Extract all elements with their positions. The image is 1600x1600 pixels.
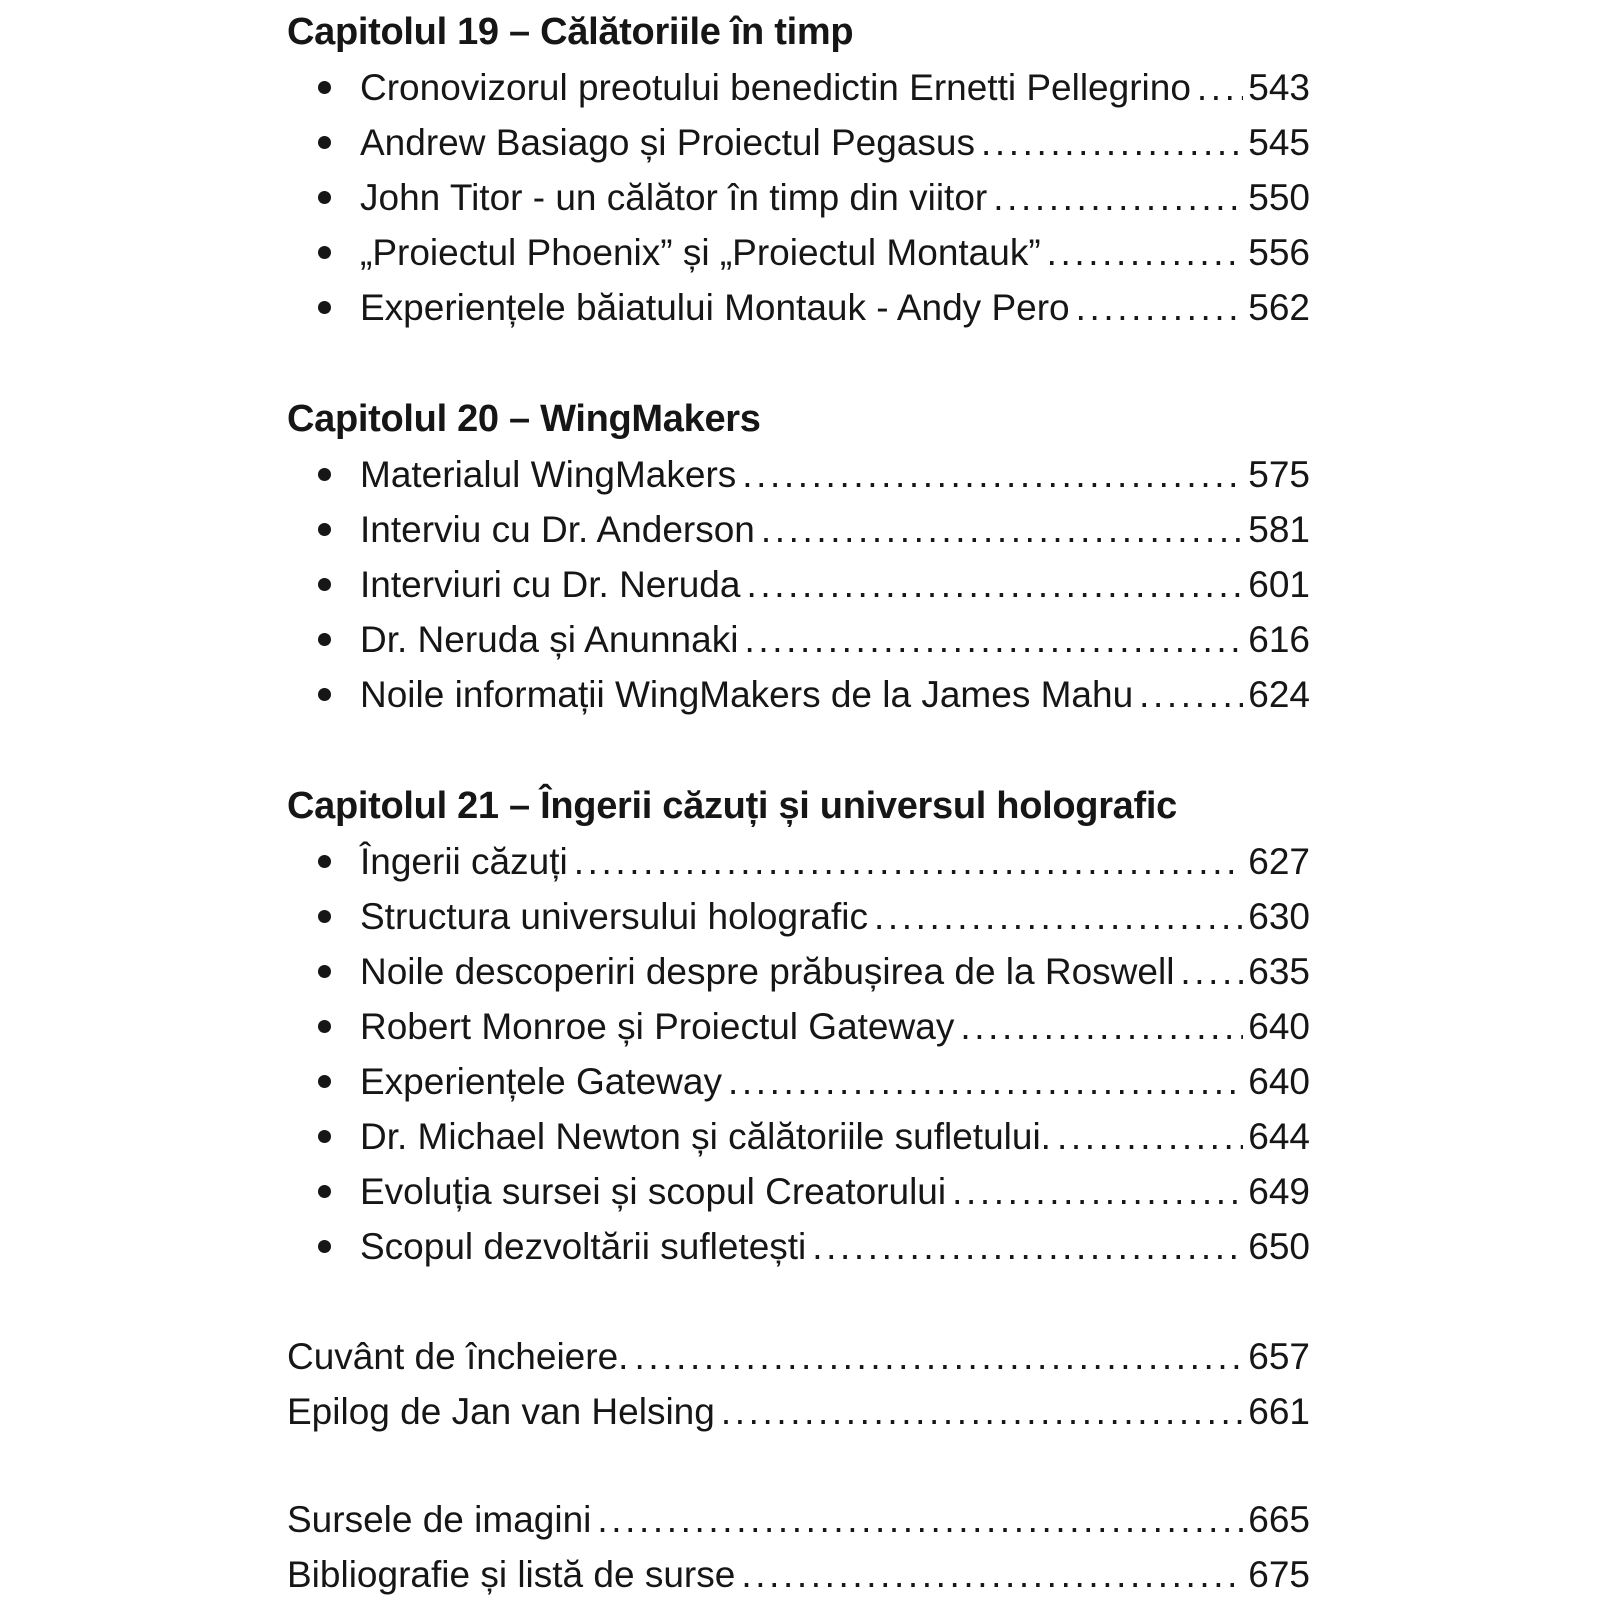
dot-leader xyxy=(946,1164,1243,1219)
entry-label: Dr. Michael Newton și călătoriile sufletului. xyxy=(360,1116,1051,1157)
bullet-icon xyxy=(318,301,331,314)
dot-leader xyxy=(868,889,1243,944)
dot-leader xyxy=(1133,667,1243,722)
dot-leader xyxy=(722,1054,1243,1109)
toc-entry xyxy=(287,834,1310,889)
back-matter-group-2 xyxy=(287,1492,1310,1600)
dot-leader xyxy=(591,1492,1243,1547)
entry-label: John Titor - un călător în timp din viitor xyxy=(360,177,988,218)
dot-leader xyxy=(738,612,1243,667)
toc-entry xyxy=(287,667,1310,722)
dot-leader xyxy=(740,557,1243,612)
toc-entry xyxy=(287,557,1310,612)
bullet-icon xyxy=(318,965,331,978)
bullet-icon xyxy=(318,468,331,481)
bullet-icon xyxy=(318,910,331,923)
entry-label: Bibliografie și listă de surse xyxy=(287,1554,736,1595)
back-matter-entry xyxy=(287,1547,1310,1600)
page-number: 630 xyxy=(1248,896,1310,937)
bullet-icon xyxy=(318,523,331,536)
entry-label: Interviuri cu Dr. Neruda xyxy=(360,564,741,605)
entry-label: Noile descoperiri despre prăbușirea de la Roswell xyxy=(360,951,1175,992)
entry-label: Îngerii căzuți xyxy=(360,841,568,882)
page-number: 581 xyxy=(1248,509,1310,550)
entry-label: „Proiectul Phoenix” și „Proiectul Montauk” xyxy=(360,232,1041,273)
bullet-icon xyxy=(318,1185,331,1198)
entry-label: Materialul WingMakers xyxy=(360,454,737,495)
bullet-icon xyxy=(318,633,331,646)
bullet-icon xyxy=(318,1020,331,1033)
toc-entry xyxy=(287,447,1310,502)
dot-leader xyxy=(568,834,1244,889)
bullet-icon xyxy=(318,246,331,259)
entry-label: Experiențele băiatului Montauk - Andy Pero xyxy=(360,287,1070,328)
dot-leader xyxy=(1191,60,1243,115)
entry-label: Structura universului holografic xyxy=(360,896,868,937)
back-matter-group-1 xyxy=(287,1329,1310,1439)
toc-section-ch21 xyxy=(287,779,1310,1274)
toc-entry xyxy=(287,60,1310,115)
entry-label: Andrew Basiago și Proiectul Pegasus xyxy=(360,122,975,163)
bullet-icon xyxy=(318,136,331,149)
toc-section-ch20 xyxy=(287,392,1310,722)
entry-label: Cuvânt de încheiere. xyxy=(287,1336,629,1377)
entry-label: Robert Monroe și Proiectul Gateway xyxy=(360,1006,955,1047)
entry-label: Dr. Neruda și Anunnaki xyxy=(360,619,739,660)
entry-label: Experiențele Gateway xyxy=(360,1061,722,1102)
dot-leader xyxy=(975,115,1243,170)
bullet-icon xyxy=(318,81,331,94)
toc-entry xyxy=(287,889,1310,944)
page-number: 635 xyxy=(1248,951,1310,992)
entry-label: Cronovizorul preotului benedictin Ernetti Pellegrino xyxy=(360,67,1191,108)
dot-leader xyxy=(715,1384,1243,1439)
dot-leader xyxy=(987,170,1243,225)
toc-entry xyxy=(287,502,1310,557)
bullet-icon xyxy=(318,688,331,701)
toc-entry xyxy=(287,1109,1310,1164)
dot-leader xyxy=(1070,280,1244,335)
dot-leader xyxy=(736,447,1243,502)
page-number: 649 xyxy=(1248,1171,1310,1212)
dot-leader xyxy=(1051,1109,1243,1164)
page-number: 640 xyxy=(1248,1006,1310,1047)
chapter-heading: Capitolul 19 – Călătoriile în timp xyxy=(287,11,854,53)
toc-entry xyxy=(287,280,1310,335)
bullet-icon xyxy=(318,855,331,868)
bullet-icon xyxy=(318,1130,331,1143)
page-number: 601 xyxy=(1248,564,1310,605)
dot-leader xyxy=(806,1219,1243,1274)
page-number: 644 xyxy=(1248,1116,1310,1157)
page-number: 575 xyxy=(1248,454,1310,495)
dot-leader xyxy=(1174,944,1243,999)
dot-leader xyxy=(954,999,1243,1054)
bullet-icon xyxy=(318,578,331,591)
entry-label: Evoluția sursei și scopul Creatorului xyxy=(360,1171,947,1212)
toc-content xyxy=(287,5,1310,1600)
dot-leader xyxy=(735,1547,1243,1600)
page-number: 556 xyxy=(1248,232,1310,273)
page-number: 675 xyxy=(1248,1554,1310,1595)
toc-entry xyxy=(287,115,1310,170)
chapter-heading: Capitolul 21 – Îngerii căzuți și universul holografic xyxy=(287,785,1177,827)
bullet-icon xyxy=(318,1075,331,1088)
dot-leader xyxy=(755,502,1243,557)
entry-label: Noile informații WingMakers de la James Mahu xyxy=(360,674,1134,715)
page-number: 657 xyxy=(1248,1336,1310,1377)
toc-entry xyxy=(287,999,1310,1054)
page-number: 640 xyxy=(1248,1061,1310,1102)
entry-label: Interviu cu Dr. Anderson xyxy=(360,509,755,550)
page-number: 624 xyxy=(1248,674,1310,715)
page-number: 627 xyxy=(1248,841,1310,882)
page-number: 661 xyxy=(1248,1391,1310,1432)
toc-entry xyxy=(287,1164,1310,1219)
page-number: 543 xyxy=(1248,67,1310,108)
entry-label: Scopul dezvoltării sufletești xyxy=(360,1226,807,1267)
toc-entry xyxy=(287,225,1310,280)
toc-entry xyxy=(287,612,1310,667)
back-matter-entry xyxy=(287,1384,1310,1439)
page-number: 665 xyxy=(1248,1499,1310,1540)
bullet-icon xyxy=(318,1240,331,1253)
back-matter-entry xyxy=(287,1492,1310,1547)
chapter-heading: Capitolul 20 – WingMakers xyxy=(287,398,761,440)
page-number: 616 xyxy=(1248,619,1310,660)
page-number: 650 xyxy=(1248,1226,1310,1267)
page-number: 550 xyxy=(1248,177,1310,218)
entry-label: Epilog de Jan van Helsing xyxy=(287,1391,715,1432)
dot-leader xyxy=(1041,225,1244,280)
toc-entry xyxy=(287,170,1310,225)
entry-label: Sursele de imagini xyxy=(287,1499,592,1540)
toc-section-ch19 xyxy=(287,5,1310,335)
back-matter-entry xyxy=(287,1329,1310,1384)
bullet-icon xyxy=(318,191,331,204)
page-number: 562 xyxy=(1248,287,1310,328)
page-number: 545 xyxy=(1248,122,1310,163)
toc-entry xyxy=(287,944,1310,999)
dot-leader xyxy=(628,1329,1243,1384)
toc-entry xyxy=(287,1219,1310,1274)
toc-entry xyxy=(287,1054,1310,1109)
